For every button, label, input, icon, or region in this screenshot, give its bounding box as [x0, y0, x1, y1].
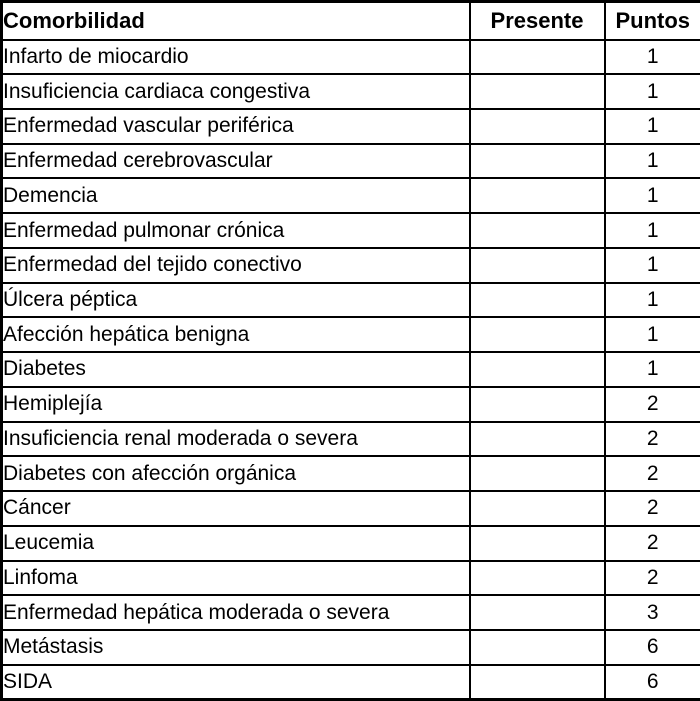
- points-cell: 3: [605, 595, 700, 630]
- header-present: Presente: [470, 2, 605, 40]
- table-row: [2, 283, 700, 318]
- present-cell: [470, 283, 605, 318]
- points-cell: 1: [605, 178, 700, 213]
- points-cell: 6: [605, 630, 700, 665]
- present-cell: [470, 595, 605, 630]
- header-points: Puntos: [605, 2, 700, 40]
- present-cell: [470, 387, 605, 422]
- table-row: [2, 352, 700, 387]
- points-cell: 2: [605, 387, 700, 422]
- comorbidity-cell: SIDA: [2, 665, 470, 700]
- points-cell: 1: [605, 144, 700, 179]
- table-row: [2, 630, 700, 665]
- table-row: [2, 595, 700, 630]
- comorbidity-cell: Enfermedad pulmonar crónica: [2, 213, 470, 248]
- points-cell: 1: [605, 352, 700, 387]
- header-row: [2, 2, 700, 40]
- present-cell: [470, 317, 605, 352]
- present-cell: [470, 213, 605, 248]
- points-cell: 2: [605, 491, 700, 526]
- comorbidity-cell: Insuficiencia renal moderada o severa: [2, 422, 470, 457]
- present-cell: [470, 74, 605, 109]
- table-row: [2, 40, 700, 75]
- comorbidity-cell: Enfermedad cerebrovascular: [2, 144, 470, 179]
- table-body: [2, 40, 700, 700]
- present-cell: [470, 630, 605, 665]
- points-cell: 1: [605, 283, 700, 318]
- table-row: [2, 74, 700, 109]
- comorbidity-cell: Enfermedad vascular periférica: [2, 109, 470, 144]
- table-row: [2, 665, 700, 700]
- points-cell: 6: [605, 665, 700, 700]
- comorbidity-cell: Hemiplejía: [2, 387, 470, 422]
- table-row: [2, 387, 700, 422]
- present-cell: [470, 456, 605, 491]
- present-cell: [470, 665, 605, 700]
- present-cell: [470, 352, 605, 387]
- present-cell: [470, 491, 605, 526]
- points-cell: 2: [605, 561, 700, 596]
- points-cell: 1: [605, 317, 700, 352]
- table-row: [2, 317, 700, 352]
- comorbidity-cell: Diabetes con afección orgánica: [2, 456, 470, 491]
- table-row: [2, 456, 700, 491]
- table-row: [2, 178, 700, 213]
- table-row: [2, 526, 700, 561]
- points-cell: 1: [605, 213, 700, 248]
- comorbidity-cell: Leucemia: [2, 526, 470, 561]
- comorbidity-cell: Cáncer: [2, 491, 470, 526]
- comorbidity-cell: Úlcera péptica: [2, 283, 470, 318]
- table-row: [2, 561, 700, 596]
- points-cell: 2: [605, 422, 700, 457]
- present-cell: [470, 422, 605, 457]
- present-cell: [470, 40, 605, 75]
- table-row: [2, 248, 700, 283]
- present-cell: [470, 248, 605, 283]
- table-row: [2, 213, 700, 248]
- points-cell: 1: [605, 109, 700, 144]
- present-cell: [470, 178, 605, 213]
- header-comorbidity: Comorbilidad: [2, 2, 470, 40]
- points-cell: 1: [605, 74, 700, 109]
- comorbidity-cell: Enfermedad hepática moderada o severa: [2, 595, 470, 630]
- comorbidity-cell: Infarto de miocardio: [2, 40, 470, 75]
- comorbidity-cell: Demencia: [2, 178, 470, 213]
- points-cell: 1: [605, 40, 700, 75]
- table-row: [2, 144, 700, 179]
- comorbidity-cell: Afección hepática benigna: [2, 317, 470, 352]
- points-cell: 1: [605, 248, 700, 283]
- comorbidity-cell: Diabetes: [2, 352, 470, 387]
- comorbidity-cell: Insuficiencia cardiaca congestiva: [2, 74, 470, 109]
- table-header: [2, 2, 700, 40]
- comorbidity-cell: Metástasis: [2, 630, 470, 665]
- points-cell: 2: [605, 526, 700, 561]
- table-row: [2, 109, 700, 144]
- table-row: [2, 422, 700, 457]
- present-cell: [470, 144, 605, 179]
- comorbidity-cell: Enfermedad del tejido conectivo: [2, 248, 470, 283]
- comorbidity-cell: Linfoma: [2, 561, 470, 596]
- present-cell: [470, 109, 605, 144]
- points-cell: 2: [605, 456, 700, 491]
- present-cell: [470, 526, 605, 561]
- table-row: [2, 491, 700, 526]
- present-cell: [470, 561, 605, 596]
